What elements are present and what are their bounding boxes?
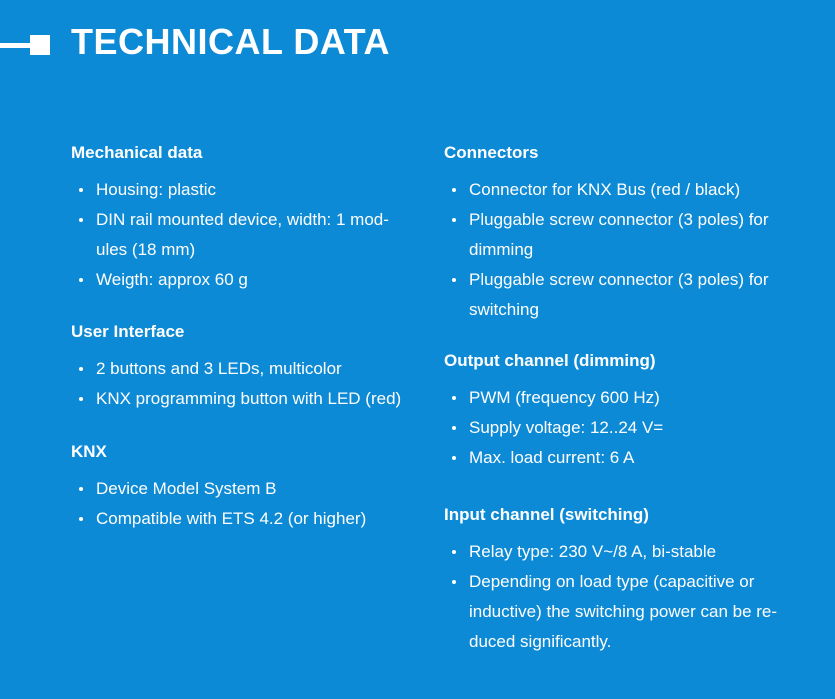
mechanical-data-heading: Mechanical data bbox=[71, 143, 203, 162]
user-interface-heading: User Interface bbox=[71, 322, 185, 341]
output-channel-section bbox=[444, 346, 824, 473]
list-item: Device Model System B bbox=[71, 474, 441, 504]
list-item: Compatible with ETS 4.2 (or higher) bbox=[71, 504, 441, 534]
list-item: PWM (frequency 600 Hz) bbox=[444, 383, 824, 413]
knx-heading: KNX bbox=[71, 442, 107, 461]
page-title: TECHNICAL DATA bbox=[71, 21, 390, 62]
list-item: Pluggable screw connector (3 poles) for dimming bbox=[444, 205, 804, 265]
output-channel-heading: Output channel (dimming) bbox=[444, 351, 656, 370]
output-channel-list bbox=[444, 383, 824, 473]
list-item: Relay type: 230 V~/8 A, bi-stable bbox=[444, 537, 824, 567]
list-item: Weigth: approx 60 g bbox=[71, 265, 441, 295]
list-item: Max. load current: 6 A bbox=[444, 443, 824, 473]
left-column bbox=[71, 138, 441, 534]
list-item: 2 buttons and 3 LEDs, multicolor bbox=[71, 354, 441, 384]
connectors-heading: Connectors bbox=[444, 143, 539, 162]
list-item: Depending on load type (capacitive or inductive) the switching power can be re-duced significantly. bbox=[444, 567, 807, 657]
input-channel-heading: Input channel (switching) bbox=[444, 505, 649, 524]
connectors-section bbox=[444, 138, 824, 325]
list-item: DIN rail mounted device, width: 1 mod-ules (18 mm) bbox=[71, 205, 414, 265]
right-column bbox=[444, 138, 824, 657]
knx-list bbox=[71, 474, 441, 534]
list-item: Connector for KNX Bus (red / black) bbox=[444, 175, 824, 205]
input-channel-list bbox=[444, 537, 824, 657]
user-interface-section bbox=[71, 317, 441, 414]
mechanical-data-section bbox=[71, 138, 441, 295]
user-interface-list bbox=[71, 354, 441, 414]
connectors-list bbox=[444, 175, 824, 325]
knx-section bbox=[71, 437, 441, 534]
input-channel-section bbox=[444, 500, 824, 657]
title-bar-decoration bbox=[0, 43, 34, 48]
list-item: Supply voltage: 12..24 V= bbox=[444, 413, 824, 443]
header bbox=[0, 18, 835, 68]
title-square-decoration bbox=[30, 35, 50, 55]
list-item: KNX programming button with LED (red) bbox=[71, 384, 441, 414]
mechanical-data-list bbox=[71, 175, 441, 295]
list-item: Pluggable screw connector (3 poles) for switching bbox=[444, 265, 804, 325]
list-item: Housing: plastic bbox=[71, 175, 441, 205]
